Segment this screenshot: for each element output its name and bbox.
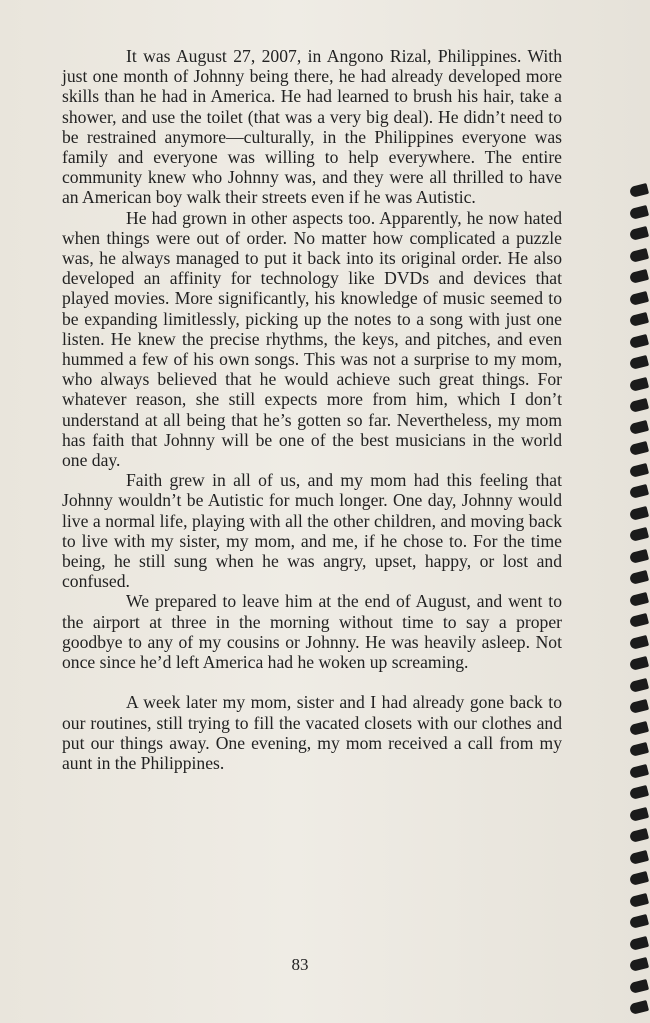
binding-coil-icon	[629, 226, 649, 241]
binding-coil-icon	[629, 570, 649, 585]
binding-coil-icon	[629, 484, 649, 499]
binding-coil-icon	[629, 204, 649, 219]
binding-coil-icon	[629, 699, 649, 714]
binding-coil-icon	[629, 269, 649, 284]
binding-coil-icon	[629, 376, 649, 391]
binding-coil-icon	[629, 613, 649, 628]
binding-coil-icon	[629, 312, 649, 327]
binding-coil-icon	[629, 462, 649, 477]
paragraph: We prepared to leave him at the end of August, and went to the airport at three in the morning without time to say a proper goodbye to any of my cousins or Johnny. He was heavily asleep. Not once since he’d left America had he woken up screaming.	[62, 591, 562, 673]
binding-coil-icon	[629, 914, 649, 929]
binding-coil-icon	[629, 548, 649, 563]
binding-coil-icon	[629, 957, 649, 972]
binding-coil-icon	[629, 806, 649, 821]
binding-coil-icon	[629, 677, 649, 692]
binding-coil-icon	[629, 763, 649, 778]
binding-coil-icon	[629, 978, 649, 993]
paragraph: It was August 27, 2007, in Angono Rizal, Philippines. With just one month of Johnny being there, he had already developed more skills than he had in America. He had learned to brush his hair, take a shower, and use the toilet (that was a very big deal). He didn’t need to be restrained anymore—culturally, in the Philippines everyone was family and everyone was willing to help everywhere. The entire community knew who Johnny was, and they were all thrilled to have an American boy walk their streets even if he was Autistic.	[62, 46, 562, 208]
binding-coil-icon	[629, 290, 649, 305]
binding-coil-icon	[629, 742, 649, 757]
binding-coil-icon	[629, 720, 649, 735]
binding-coil-icon	[629, 828, 649, 843]
paragraph: He had grown in other aspects too. Apparently, he now hated when things were out of order. No matter how complicated a puzzle was, he always managed to put it back into its original order. He also developed an affinity for technology like DVDs and devices that played movies. More significantly, his knowledge of music seemed to be expanding limitlessly, picking up the notes to a song with just one listen. He knew the precise rhythms, the keys, and pitches, and even hummed a few of his own songs. This was not a surprise to my mom, who always believed that he would achieve such great things. For whatever reason, she still expects more from him, which I don’t understand at all being that he’s gotten so far. Nevertheless, my mom has faith that Johnny will be one of the best musicians in the world one day.	[62, 207, 562, 471]
binding-coil-icon	[629, 871, 649, 886]
binding-coil-icon	[629, 591, 649, 606]
page-number: 83	[291, 955, 309, 974]
binding-coil-icon	[629, 1000, 649, 1015]
binding-coil-icon	[629, 892, 649, 907]
paragraph: A week later my mom, sister and I had already gone back to our routines, still trying to fill the vacated closets with our clothes and put our things away. One evening, my mom received a call from my aunt in the Philippines.	[62, 692, 562, 773]
binding-coil-icon	[629, 785, 649, 800]
spiral-binding-icon	[610, 0, 650, 1023]
binding-coil-icon	[629, 935, 649, 950]
binding-coil-icon	[629, 183, 649, 198]
binding-coil-icon	[629, 398, 649, 413]
binding-coil-icon	[629, 527, 649, 542]
binding-coil-icon	[629, 634, 649, 649]
binding-coil-icon	[629, 505, 649, 520]
binding-coil-icon	[629, 355, 649, 370]
binding-coil-icon	[629, 333, 649, 348]
binding-coil-icon	[629, 419, 649, 434]
binding-coil-icon	[629, 441, 649, 456]
body-text	[62, 46, 562, 773]
binding-coil-icon	[629, 247, 649, 262]
binding-coil-icon	[629, 656, 649, 671]
paragraph: Faith grew in all of us, and my mom had this feeling that Johnny wouldn’t be Autistic for much longer. One day, Johnny would live a normal life, playing with all the other children, and moving back to live with my sister, my mom, and me, if he chose to. For the time being, he still sung when he was angry, upset, happy, or lost and confused.	[62, 470, 562, 592]
binding-coil-icon	[629, 849, 649, 864]
